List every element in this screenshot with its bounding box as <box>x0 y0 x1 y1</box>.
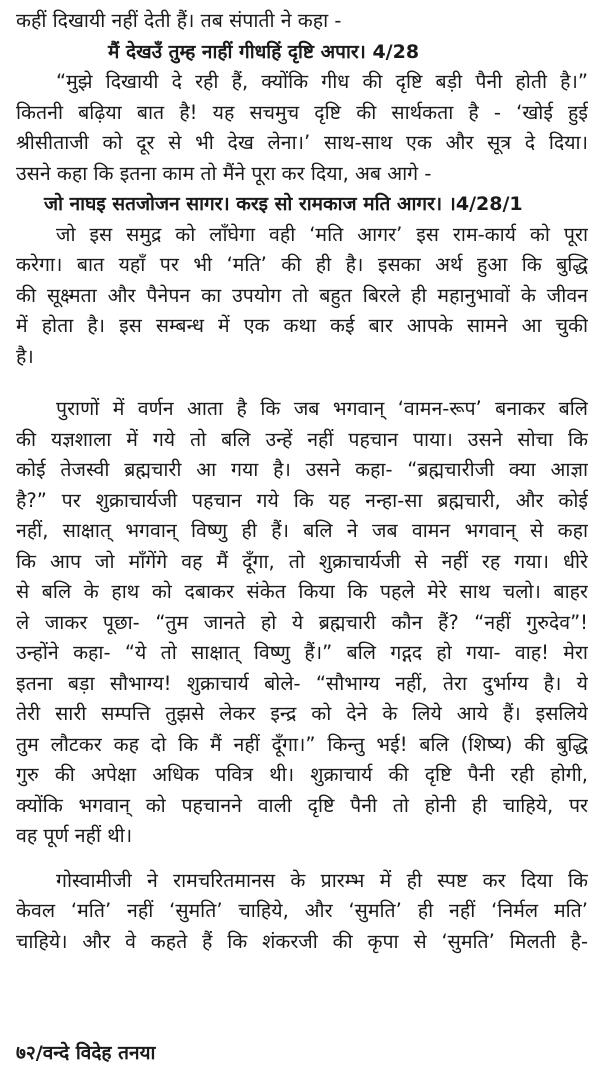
text-line: क्योंकि भगवान् को पहचानने वाली दृष्टि पैनी तो होनी ही चाहिये, पर <box>16 793 588 817</box>
text-line: कि आप जो माँगेंगे वह मैं दूँगा, तो शुक्राचार्यजी से नहीं रह गया। धीरे <box>16 549 588 573</box>
text-line: गोस्वामीजी ने रामचरितमानस के प्रारम्भ में ही स्पष्ट कर दिया कि <box>56 868 588 892</box>
verse-quote: जो नाघइ सतजोजन सागर। करइ सो रामकाज मति आगर। ।4/28/1 <box>44 193 523 215</box>
text-line: कोई तेजस्वी ब्रह्मचारी आ गया है। उसने कहा- “ब्रह्मचारीजी क्या आज्ञा <box>16 458 588 481</box>
text-line: तुम लौटकर कह दो कि मैं नहीं दूँगा।” किन्तु भई! बलि (शिष्य) की बुद्धि <box>16 732 588 756</box>
text-line: है?” पर शुक्राचार्यजी पहचान गये कि यह नन्हा-सा ब्रह्मचारी, और कोई <box>16 488 588 512</box>
text-line: केवल ‘मति’ नहीं ‘सुमति’ चाहिये, और ‘सुमति’ ही नहीं ‘निर्मल मति’ <box>16 899 588 922</box>
text-line: “मुझे दिखायी दे रही हैं, क्योंकि गीध की दृष्टि बड़ी पैनी होती है।” <box>56 70 588 93</box>
text-line: करेगा। बात यहाँ पर भी ‘मति’ की ही है। इसका अर्थ हुआ कि बुद्धि <box>16 253 588 276</box>
text-line: में होता है। इस सम्बन्ध में एक कथा कई बार आपके सामने आ चुकी <box>16 314 588 337</box>
text-line: गुरु की अपेक्षा अधिक पवित्र थी। शुक्राचार्य की दृष्टि पैनी रही होगी, <box>16 763 588 786</box>
text-line: जो इस समुद्र को लाँघेगा वही ‘मति आगर’ इस राम-कार्य को पूरा <box>56 222 588 246</box>
text-line: उसने कहा कि इतना काम तो मैंने पूरा कर दिया, अब आगे - <box>16 161 432 185</box>
text-line: उन्होंने कहा- “ये तो साक्षात् विष्णु हैं।” बलि गद्गद हो गया- वाह! मेरा <box>16 641 588 664</box>
text-line: है। <box>16 344 34 368</box>
text-line: से बलि के हाथ को दबाकर संकेत किया कि पहले मेरे साथ चलो। बाहर <box>16 580 588 603</box>
text-line: ले जाकर पूछा- “तुम जानते हो ये ब्रह्मचारी कौन हैं? “नहीं गुरुदेव”! <box>16 610 588 634</box>
page-footer: ७२/वन्दे विदेह तनया <box>16 1042 156 1064</box>
text-line: श्रीसीताजी को दूर से भी देख लेना।’ साथ-साथ एक और सूत्र दे दिया। <box>16 131 588 154</box>
text-line: चाहिये। और वे कहते हैं कि शंकरजी की कृपा से ‘सुमति’ मिलती है- <box>16 929 588 953</box>
text-line: नहीं, साक्षात् भगवान् विष्णु ही हैं। बलि ने जब वामन भगवान् से कहा <box>16 519 588 542</box>
text-line: कहीं दिखायी नहीं देती हैं। तब संपाती ने कहा - <box>16 9 342 32</box>
text-line: की सूक्ष्मता और पैनेपन का उपयोग तो बहुत बिरले ही महानुभावों के जीवन <box>16 283 588 307</box>
verse-quote: मैं देखउँ तुम्ह नाहीं गीधहिं दृष्टि अपार। 4/28 <box>108 40 420 63</box>
paragraph-gap <box>16 372 588 394</box>
text-line: वह पूर्ण नहीं थी। <box>16 824 133 847</box>
text-line: इतना बड़ा सौभाग्य! शुक्राचार्य बोले- “सौभाग्य नहीं, तेरा दुर्भाग्य है। ये <box>16 671 588 695</box>
text-line: कितनी बढ़िया बात है! यह सचमुच दृष्टि की सार्थकता है - ‘खोई हुई <box>16 100 588 124</box>
text-line: तेरी सारी सम्पत्ति तुझसे लेकर इन्द्र को देने के लिये आये हैं। इसलिये <box>16 702 588 725</box>
paragraph-gap <box>16 852 588 866</box>
text-line: पुराणों में वर्णन आता है कि जब भगवान् ‘वामन-रूप’ बनाकर बलि <box>56 397 588 420</box>
text-line: की यज्ञशाला में गये तो बलि उन्हें नहीं पहचान पाया। उसने सोचा कि <box>16 427 588 451</box>
